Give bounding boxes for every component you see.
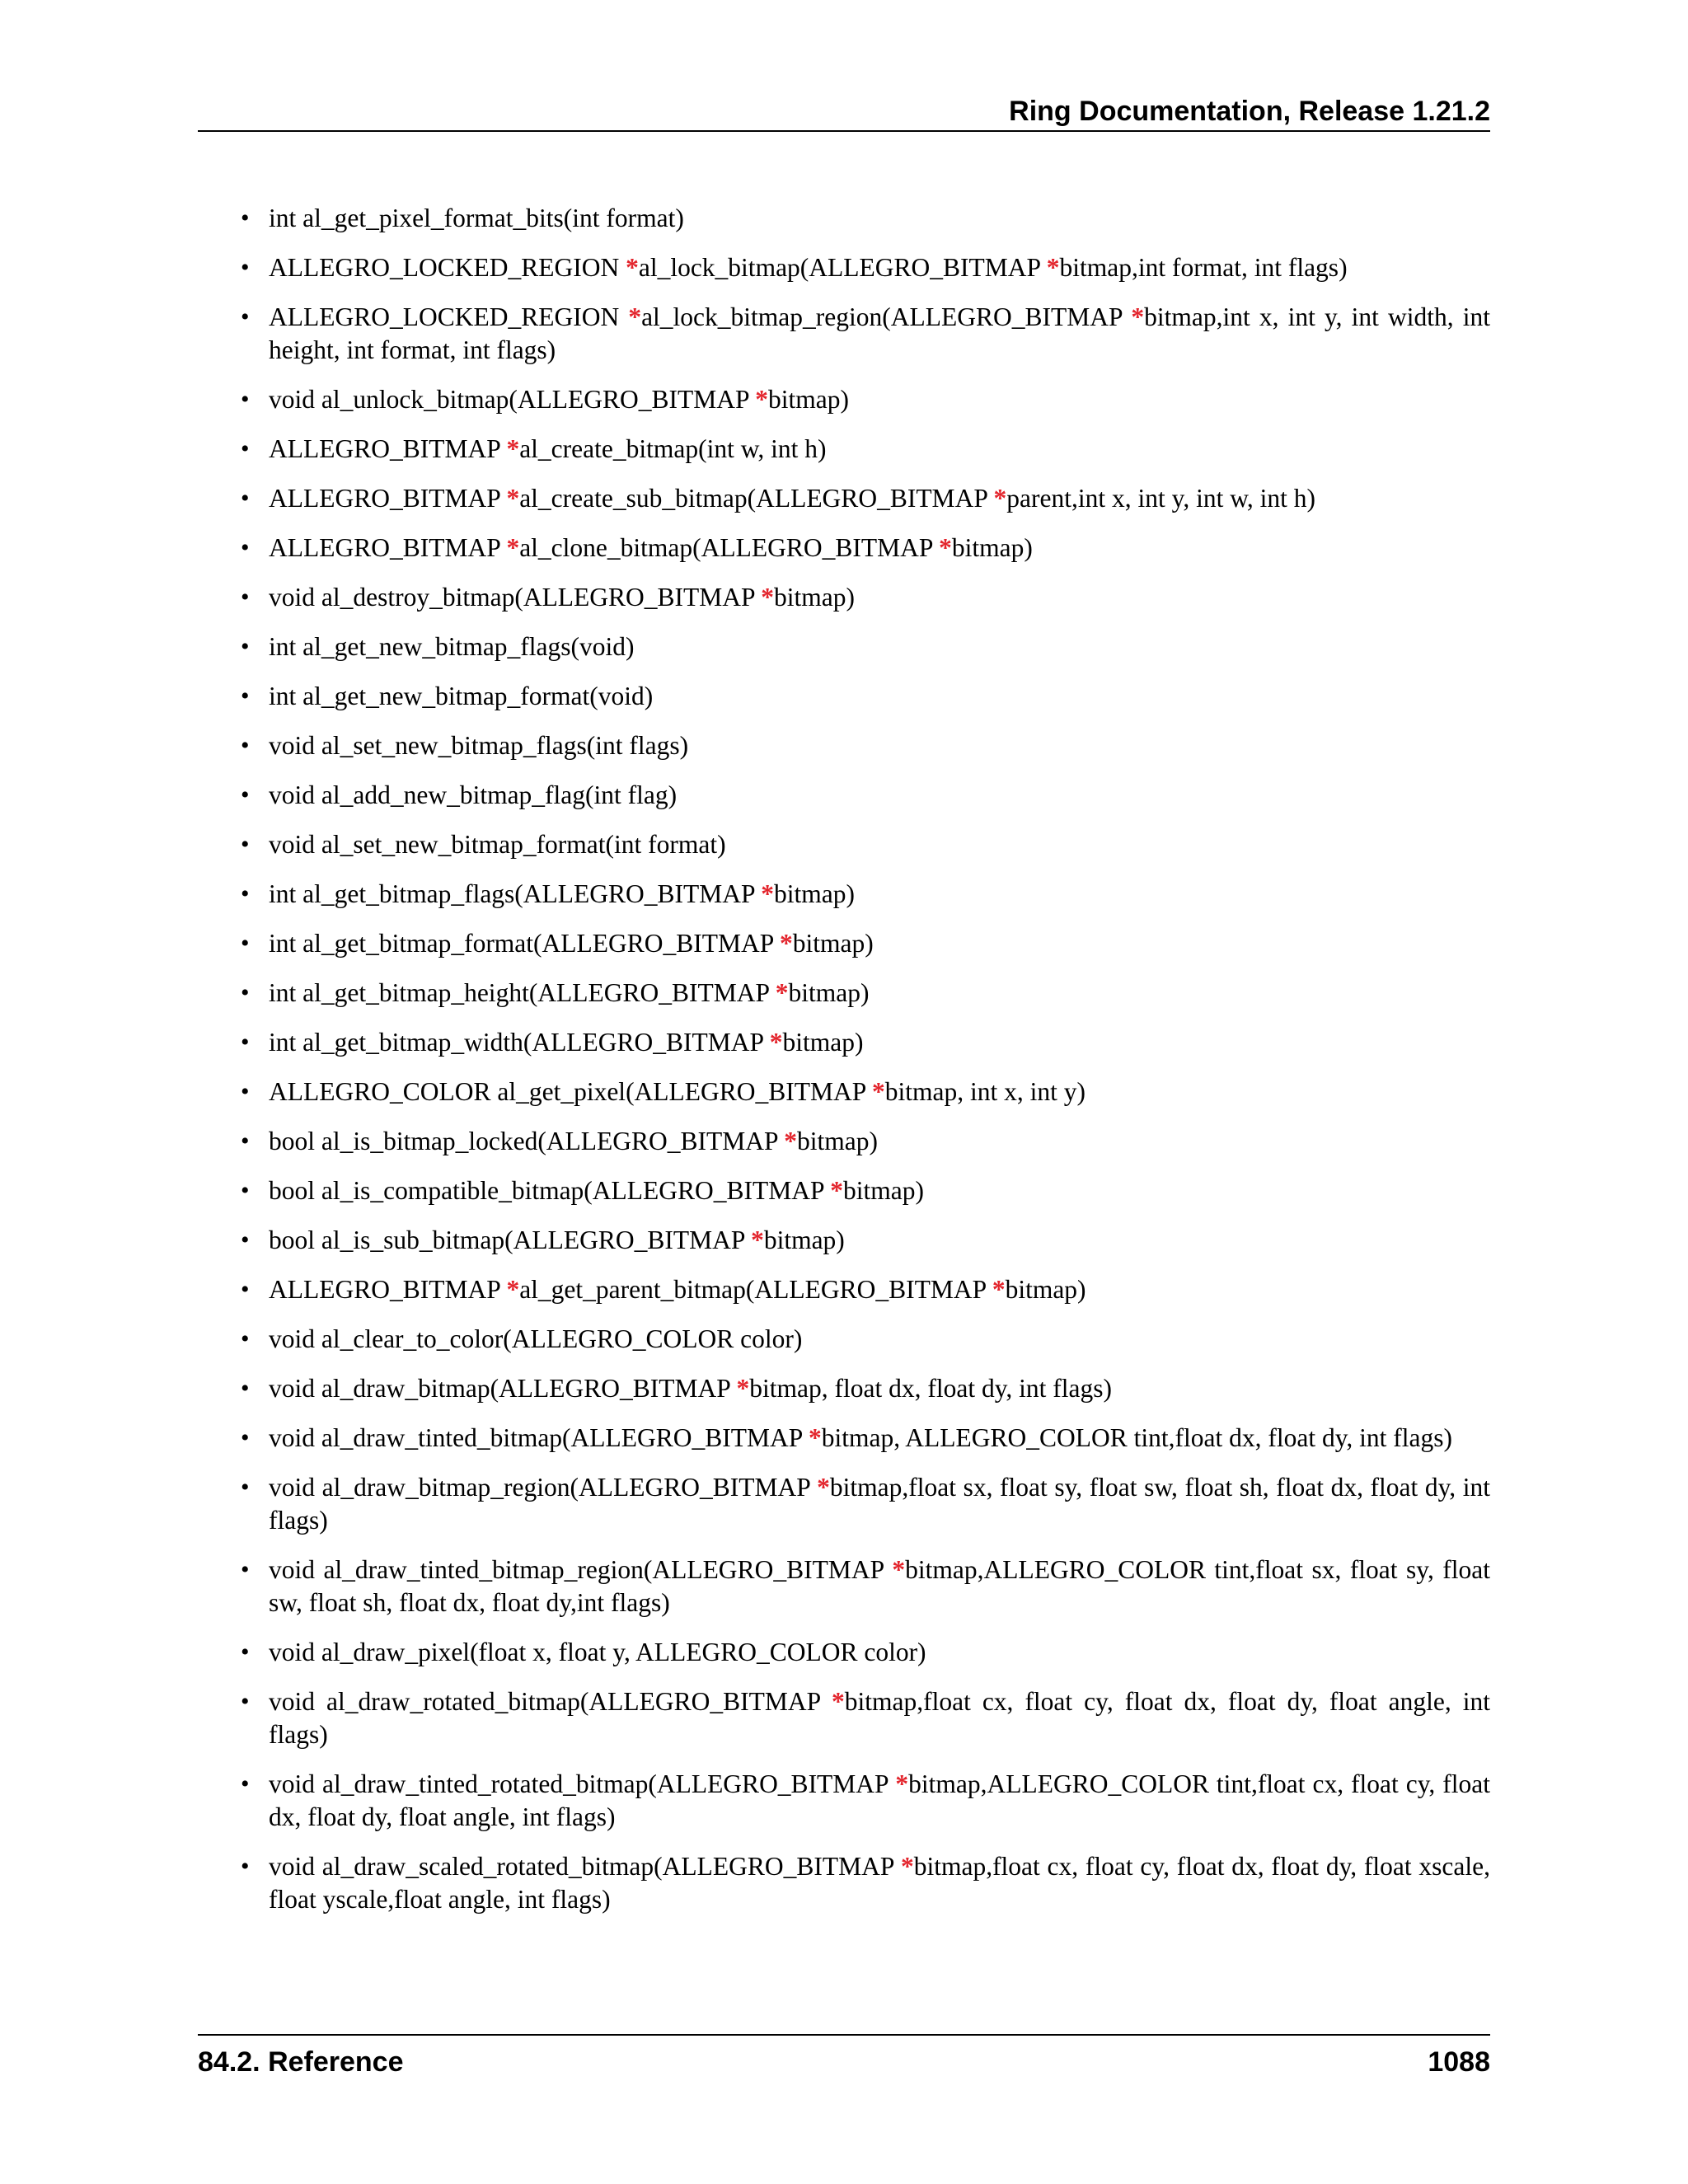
signature-text: ALLEGRO_BITMAP xyxy=(269,484,507,513)
signature-text: int al_get_bitmap_height(ALLEGRO_BITMAP xyxy=(269,978,776,1007)
signature-text: bool al_is_compatible_bitmap(ALLEGRO_BITMAP xyxy=(269,1176,831,1205)
signature-text: bitmap,ALLEGRO_COLOR tint,float cx, float cy, float dx, float dy, float angle, int flags) xyxy=(269,1769,1490,1831)
list-item xyxy=(241,251,1490,284)
signature-text: bool al_is_bitmap_locked(ALLEGRO_BITMAP xyxy=(269,1127,785,1155)
signature-text: al_create_sub_bitmap(ALLEGRO_BITMAP xyxy=(519,484,994,513)
list-item xyxy=(241,1125,1490,1158)
list-item xyxy=(241,202,1490,235)
list-item xyxy=(241,581,1490,614)
signature-text: ALLEGRO_COLOR al_get_pixel(ALLEGRO_BITMAP xyxy=(269,1077,873,1106)
pointer-asterisk: * xyxy=(939,533,952,562)
pointer-asterisk: * xyxy=(769,1028,783,1057)
signature-text: void al_add_new_bitmap_flag(int flag) xyxy=(269,780,678,809)
signature-text: int al_get_new_bitmap_flags(void) xyxy=(269,632,635,661)
signature-text: bitmap,int x, int y, int width, int height, int format, int flags) xyxy=(269,302,1490,364)
signature-text: al_lock_bitmap_region(ALLEGRO_BITMAP xyxy=(641,302,1132,331)
signature-text: al_get_parent_bitmap(ALLEGRO_BITMAP xyxy=(519,1275,992,1304)
bullet-icon: • xyxy=(241,1474,250,1501)
list-item xyxy=(241,1076,1490,1108)
signature-text: parent,int x, int y, int w, int h) xyxy=(1006,484,1316,513)
list-item xyxy=(241,433,1490,466)
signature-text: void al_unlock_bitmap(ALLEGRO_BITMAP xyxy=(269,385,756,414)
signature-text: ALLEGRO_BITMAP xyxy=(269,1275,507,1304)
signature-text: bitmap, float dx, float dy, int flags) xyxy=(749,1374,1113,1403)
bullet-icon: • xyxy=(241,880,250,907)
signature-text: bitmap) xyxy=(797,1127,878,1155)
list-item xyxy=(241,1323,1490,1356)
list-item xyxy=(241,1273,1490,1306)
bullet-icon: • xyxy=(241,534,250,561)
bullet-icon: • xyxy=(241,1424,250,1451)
list-item xyxy=(241,878,1490,911)
bullet-icon: • xyxy=(241,732,250,759)
signature-text: ALLEGRO_BITMAP xyxy=(269,434,507,463)
pointer-asterisk: * xyxy=(830,1176,843,1205)
list-item xyxy=(241,729,1490,762)
bullet-icon: • xyxy=(241,979,250,1006)
list-item xyxy=(241,1471,1490,1537)
page-number: 1088 xyxy=(1428,2046,1490,2078)
bullet-icon: • xyxy=(241,831,250,858)
signature-text: bitmap,float sx, float sy, float sw, float sh, float dx, float dy, int flags) xyxy=(269,1473,1491,1535)
list-item xyxy=(241,1224,1490,1257)
bullet-icon: • xyxy=(241,485,250,512)
pointer-asterisk: * xyxy=(736,1374,750,1403)
signature-text: void al_draw_pixel(float x, float y, ALLEGRO_COLOR color) xyxy=(269,1638,926,1666)
bullet-icon: • xyxy=(241,930,250,957)
signature-text: al_clone_bitmap(ALLEGRO_BITMAP xyxy=(519,533,940,562)
list-item xyxy=(241,680,1490,713)
bullet-icon: • xyxy=(241,1556,250,1583)
signature-text: void al_draw_tinted_bitmap(ALLEGRO_BITMAP xyxy=(269,1423,809,1452)
list-item xyxy=(241,1685,1490,1751)
pointer-asterisk: * xyxy=(506,434,520,463)
pointer-asterisk: * xyxy=(817,1473,830,1502)
pointer-asterisk: * xyxy=(892,1555,906,1584)
pointer-asterisk: * xyxy=(900,1852,914,1881)
signature-text: bitmap) xyxy=(768,385,850,414)
bullet-icon: • xyxy=(241,435,250,462)
signature-text: bitmap) xyxy=(774,879,855,908)
signature-text: ALLEGRO_LOCKED_REGION xyxy=(269,253,626,282)
pointer-asterisk: * xyxy=(506,1275,520,1304)
bullet-icon: • xyxy=(241,1127,250,1155)
signature-text: int al_get_bitmap_flags(ALLEGRO_BITMAP xyxy=(269,879,762,908)
signature-text: void al_set_new_bitmap_format(int format) xyxy=(269,830,726,859)
list-item xyxy=(241,1636,1490,1669)
bullet-icon: • xyxy=(241,1688,250,1715)
bullet-icon: • xyxy=(241,204,250,232)
signature-text: bitmap) xyxy=(788,978,870,1007)
signature-text: void al_draw_tinted_rotated_bitmap(ALLEGRO_BITMAP xyxy=(269,1769,896,1798)
page-footer xyxy=(198,2034,1490,2080)
pointer-asterisk: * xyxy=(506,533,520,562)
pointer-asterisk: * xyxy=(626,253,639,282)
signature-text: bitmap) xyxy=(1005,1275,1086,1304)
pointer-asterisk: * xyxy=(628,302,642,331)
signature-text: bitmap,int format, int flags) xyxy=(1059,253,1348,282)
pointer-asterisk: * xyxy=(775,978,789,1007)
bullet-icon: • xyxy=(241,1638,250,1666)
bullet-icon: • xyxy=(241,1177,250,1204)
pointer-asterisk: * xyxy=(751,1226,764,1254)
signature-text: void al_draw_tinted_bitmap_region(ALLEGRO_BITMAP xyxy=(269,1555,893,1584)
signature-text: int al_get_pixel_format_bits(int format) xyxy=(269,204,684,232)
list-item xyxy=(241,1372,1490,1405)
bullet-icon: • xyxy=(241,682,250,710)
bullet-icon: • xyxy=(241,1276,250,1303)
signature-text: bitmap, int x, int y) xyxy=(884,1077,1085,1106)
signature-text: bitmap) xyxy=(951,533,1033,562)
list-item xyxy=(241,779,1490,812)
signature-text: int al_get_new_bitmap_format(void) xyxy=(269,682,654,710)
list-item xyxy=(241,383,1490,416)
list-item xyxy=(241,630,1490,663)
signature-text: bitmap,float cx, float cy, float dx, float dy, float xscale, float yscale,float angle, int flags) xyxy=(269,1852,1491,1914)
document-title: Ring Documentation, Release 1.21.2 xyxy=(1009,96,1490,127)
pointer-asterisk: * xyxy=(761,879,775,908)
pointer-asterisk: * xyxy=(993,484,1007,513)
bullet-icon: • xyxy=(241,254,250,281)
signature-text: int al_get_bitmap_format(ALLEGRO_BITMAP xyxy=(269,929,780,958)
list-item xyxy=(241,301,1490,367)
signature-text: void al_draw_rotated_bitmap(ALLEGRO_BITMAP xyxy=(269,1687,832,1716)
bullet-icon: • xyxy=(241,1078,250,1105)
bullet-icon: • xyxy=(241,1325,250,1352)
pointer-asterisk: * xyxy=(992,1275,1006,1304)
bullet-icon: • xyxy=(241,583,250,611)
list-item xyxy=(241,482,1490,515)
signature-text: al_lock_bitmap(ALLEGRO_BITMAP xyxy=(638,253,1047,282)
list-item xyxy=(241,532,1490,565)
list-item xyxy=(241,1026,1490,1059)
signature-text: bitmap) xyxy=(782,1028,864,1057)
list-item xyxy=(241,828,1490,861)
list-item xyxy=(241,1422,1490,1455)
pointer-asterisk: * xyxy=(1046,253,1060,282)
signature-text: bool al_is_sub_bitmap(ALLEGRO_BITMAP xyxy=(269,1226,752,1254)
pointer-asterisk: * xyxy=(809,1423,822,1452)
section-title: 84.2. Reference xyxy=(198,2046,404,2078)
bullet-icon: • xyxy=(241,1770,250,1797)
signature-text: void al_draw_bitmap(ALLEGRO_BITMAP xyxy=(269,1374,737,1403)
signature-text: bitmap) xyxy=(843,1176,924,1205)
signature-text: void al_draw_scaled_rotated_bitmap(ALLEGRO_BITMAP xyxy=(269,1852,901,1881)
pointer-asterisk: * xyxy=(784,1127,798,1155)
bullet-icon: • xyxy=(241,1375,250,1402)
signature-text: bitmap) xyxy=(763,1226,845,1254)
pointer-asterisk: * xyxy=(780,929,793,958)
bullet-icon: • xyxy=(241,781,250,808)
pointer-asterisk: * xyxy=(895,1769,909,1798)
signature-text: ALLEGRO_LOCKED_REGION xyxy=(269,302,629,331)
bullet-icon: • xyxy=(241,1853,250,1880)
signature-text: bitmap, ALLEGRO_COLOR tint,float dx, float dy, int flags) xyxy=(821,1423,1452,1452)
function-list xyxy=(241,202,1490,1933)
signature-text: int al_get_bitmap_width(ALLEGRO_BITMAP xyxy=(269,1028,770,1057)
pointer-asterisk: * xyxy=(831,1687,845,1716)
signature-text: ALLEGRO_BITMAP xyxy=(269,533,507,562)
list-item xyxy=(241,1554,1490,1619)
bullet-icon: • xyxy=(241,633,250,660)
pointer-asterisk: * xyxy=(761,583,775,612)
pointer-asterisk: * xyxy=(872,1077,885,1106)
signature-text: al_create_bitmap(int w, int h) xyxy=(519,434,827,463)
list-item xyxy=(241,1768,1490,1834)
pointer-asterisk: * xyxy=(755,385,769,414)
signature-text: bitmap,float cx, float cy, float dx, float dy, float angle, int flags) xyxy=(269,1687,1490,1749)
list-item xyxy=(241,927,1490,960)
list-item xyxy=(241,1850,1490,1916)
bullet-icon: • xyxy=(241,303,250,330)
signature-text: bitmap) xyxy=(774,583,856,612)
list-item xyxy=(241,977,1490,1010)
bullet-icon: • xyxy=(241,386,250,413)
signature-text: bitmap,ALLEGRO_COLOR tint,float sx, float sy, float sw, float sh, float dx, float dy,int flags) xyxy=(269,1555,1491,1617)
signature-text: void al_set_new_bitmap_flags(int flags) xyxy=(269,731,689,760)
signature-text: void al_draw_bitmap_region(ALLEGRO_BITMAP xyxy=(269,1473,818,1502)
pointer-asterisk: * xyxy=(1131,302,1145,331)
page-header xyxy=(198,92,1490,132)
pointer-asterisk: * xyxy=(506,484,520,513)
bullet-icon: • xyxy=(241,1226,250,1254)
signature-text: void al_destroy_bitmap(ALLEGRO_BITMAP xyxy=(269,583,762,612)
list-item xyxy=(241,1174,1490,1207)
signature-text: bitmap) xyxy=(792,929,874,958)
bullet-icon: • xyxy=(241,1029,250,1056)
signature-text: void al_clear_to_color(ALLEGRO_COLOR color) xyxy=(269,1324,803,1353)
